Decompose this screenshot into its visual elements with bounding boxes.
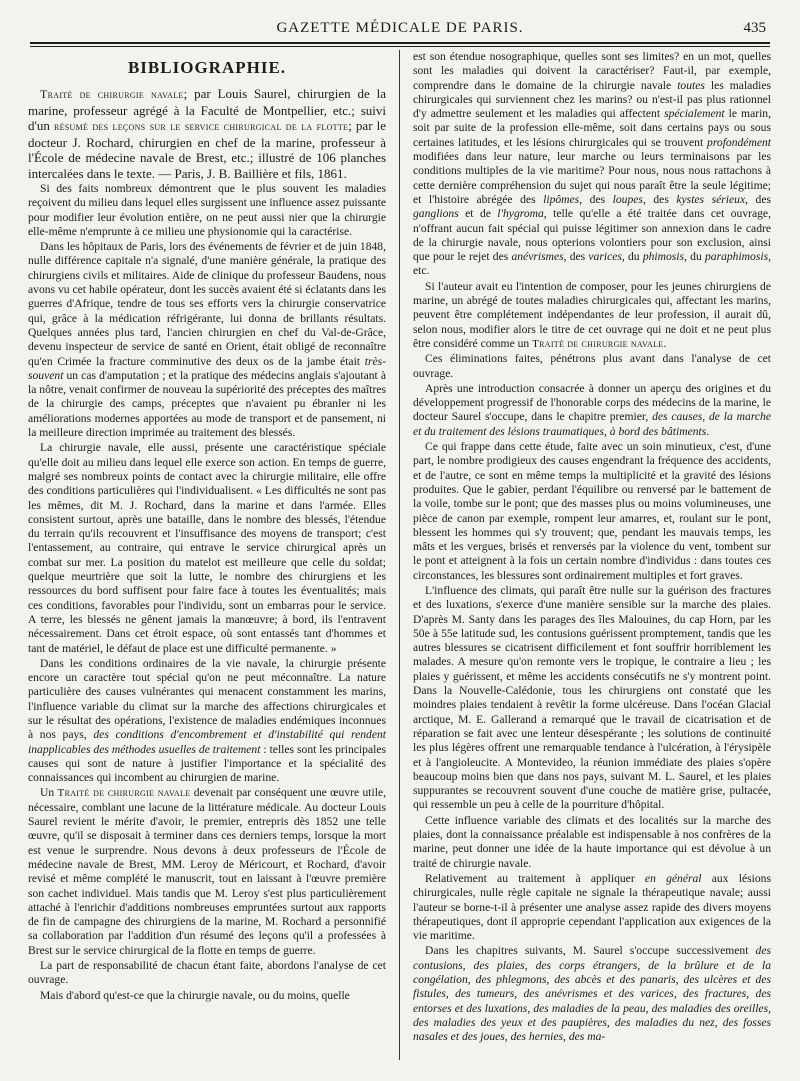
header-rule-thin: [30, 46, 770, 47]
italic-text: ganglions: [413, 207, 459, 221]
italic-text: lipômes: [543, 192, 580, 206]
text-run: Ces éliminations faites, pénétrons plus avant dans l'analyse de cet ouvrage.: [413, 352, 771, 380]
italic-text: paraphimosis: [704, 250, 769, 264]
text-run: ; par Louis Saurel, chirurgien de la marine, professeur agrégé à la Faculté de Montpellier, etc.; suivi d'un: [28, 86, 386, 133]
paragraph: [413, 382, 771, 439]
text-run: Un: [40, 786, 58, 800]
text-run: modifiées dans leur nature, leur marche ou leurs terminaisons par les conditions multiples de la vie maritime? Pour nous, nous nous rattachons à cette dernière compréhension du sujet qui nous paraît être la seule légitime; et l'histoire abrégée des: [413, 150, 771, 206]
text-run: La part de responsabilité de chacun étant faite, abordons l'analyse de cet ouvrage.: [28, 959, 386, 987]
small-caps-text: Traité de chirurgie navale: [40, 87, 184, 101]
italic-text: kystes sérieux: [676, 192, 746, 206]
small-caps-text: résumé des leçons sur le service chirurgical de la flotte: [53, 119, 349, 133]
italic-text: phimosis: [642, 250, 685, 264]
paragraph: [28, 989, 386, 1003]
text-run: est son étendue nosographique, quelles sont ses limites? en un mot, quelles sont les maladies qui doivent la caractériser? Faut-il, par exemple, comprendre dans le domaine de la chirurgie navale: [413, 50, 771, 92]
italic-text: spécialement: [664, 107, 725, 121]
text-run: Dans les hôpitaux de Paris, lors des événements de février et de juin 1848, nulle différence capitale n'a signalé, d'une manière générale, la pratique des chirurgiens civils et militaires. Aide de clinique du professeur Baudens, nous avons vu cet habile opérateur, dont les succès avaient été si éclatants dans les guerres d'Afrique, tendre de tous ses efforts vers la chirurgie conservatrice qui, grâce à la médication réfrigérante, lui donna de brillants résultats. Quelques années plus tard, l'ancien chirurgien en chef du Val-de-Grâce, devenu inspecteur de service de santé en Orient, était obligé de reconnaître qu'en Crimée la fracture comminutive des deux os de la jambe était: [28, 240, 386, 368]
italic-text: des contusions, des plaies, des corps étrangers, de la brûlure et de la congélation, des phlegmons, des abcès et des panaris, des ulcères et des fistules, des tumeurs, des anévrismes et des varices, des fractures, des entorses et des luxations, des maladies de la peau, des maladies des oreilles, des maladies des yeux et des paupières, des maladies du nez, des fosses nasales et des joues, des hernies, des ma-: [413, 944, 771, 1044]
column-divider: [399, 50, 400, 1060]
book-citation: [28, 86, 386, 181]
paragraph: [413, 50, 771, 279]
italic-text: des conditions d'encombrement et d'instabilité qui rendent inapplicables des méthodes usuelles de traitement: [28, 728, 386, 756]
paragraph: [413, 872, 771, 943]
italic-text: l'hygroma: [497, 207, 544, 221]
header-rule-thick: [30, 42, 770, 44]
paragraph: [28, 240, 386, 440]
text-run: Après une introduction consacrée à donner un aperçu des origines et du développement progressif de l'honorable corps des médecins de la marine, le docteur Saurel s'occupe, dans le chapitre premier,: [413, 381, 771, 424]
paragraph: [413, 944, 771, 1044]
text-run: Dans les conditions ordinaires de la vie navale, la chirurgie présente encore un caractère tout spécial qu'on ne peut méconnaître. La nature particulière des causes vulnérantes qui menacent constamment les marins, l'influence variable du climat sur la marche des affections chirurgicales et sur le résultat des opérations, l'existence de maladies endémiques inconnues à nos pays,: [28, 656, 386, 742]
small-caps-text: Traité de chirurgie navale: [532, 337, 664, 350]
paragraph: [28, 959, 386, 988]
paragraph: [413, 280, 771, 351]
text-run: Si des faits nombreux démontrent que le plus souvent les maladies reçoivent du milieu dans lequel elles surgissent une influence assez puissante pour modifier leur évolution entière, on ne peut aussi nier que la chirurgie elle-même n'emprunte à ce milieu une physionomie qui la caractérise.: [28, 182, 386, 238]
paragraph: [413, 352, 771, 381]
text-run: un cas d'amputation ; et la pratique des médecins anglais s'ajoutant à la nôtre, venait confirmer de nouveau la supériorité des préceptes des maîtres de la chirurgie des camps, préceptes que n'avaient pu ébranler ni les améliorations modernes apportées au mode de transport et de pansement, ni la meilleure direction imprimée au traitement des blessés.: [28, 368, 386, 440]
paragraph: [28, 657, 386, 786]
text-run: le marin, soit par suite de la profession elle-même, soit dans certains pays ou sous certaines latitudes, et les lésions chirurgicales qui se trouvent: [413, 107, 771, 149]
section-title: BIBLIOGRAPHIE.: [127, 58, 287, 77]
text-run: : telles sont les principales causes qui sont de nature à justifier l'importance et la spécialité des connaissances qui incombent au chirurgien de marine.: [28, 742, 386, 785]
text-run: devenait par conséquent une œuvre utile, nécessaire, comblant une lacune de la littérature médicale. Au docteur Louis Saurel revient le mérite d'avoir, le premier, entrepris dès 1852 une telle œuvre, qu'il se disposait à terminer dans ces derniers temps, lorsque la mort est venue le surprendre. Nous devons à deux professeurs de l'École de médecine navale de Brest, MM. Leroy de Méricourt, et Rochard, d'avoir revisé et même complété le manuscrit, tout en laissant à l'œuvre première son cachet individuel. Mais tandis que M. Leroy s'est plus particulièrement attaché à l'enrichir d'additions nombreuses empruntées surtout aux rapports de fin de campagne des chirurgiens de la marine, M. Rochard a personnifié sa collaboration par l'addition d'un résumé des leçons qu'il a professées à Brest sur le service chirurgical de la flotte en temps de guerre.: [28, 786, 386, 957]
text-run: Mais d'abord qu'est-ce que la chirurgie navale, ou du moins, quelle: [40, 988, 350, 1002]
text-run: , des: [579, 192, 613, 206]
text-run: Dans les chapitres suivants, M. Saurel s'occupe successivement: [425, 944, 756, 958]
italic-text: loupes: [612, 192, 643, 206]
left-column-body: [28, 182, 386, 1003]
italic-text: en général: [644, 871, 702, 885]
text-run: aux lésions chirurgicales, nulle règle capitale ne signale la thérapeutique navale; aussi l'auteur se borne-t-il à présenter une analyse assez rapide des divers moyens thérapeutiques, dont il approprie cependant l'application aux exigences de la vie maritime.: [413, 871, 771, 943]
text-run: , etc.: [413, 250, 772, 278]
text-run: Si l'auteur avait eu l'intention de composer, pour les jeunes chirurgiens de marine, un abrégé de toutes maladies chirurgicales qui, affectant les marins, peuvent être complétement indépendantes de leur profession, il aurait dû, selon nous, modifier alors le titre de cet ouvrage qui ne doit et ne peut plus être considéré comme un: [413, 279, 771, 350]
page-number: 435: [743, 20, 766, 36]
text-run: .: [706, 424, 710, 438]
italic-text: des causes, de la marche et du traitement des lésions traumatiques, à bord des bâtiments: [413, 410, 772, 438]
text-run: L'influence des climats, qui paraît être nulle sur la guérison des fractures et des luxations, s'exerce d'une manière sensible sur la marche des plaies. D'après M. Santy dans les parages des îles Malouines, du cap Horn, par les 50e à 55e latitude sud, les contusions guérissent promptement, tandis que les autres blessures se cicatrisent difficilement et font souffrir horriblement les malades. A mesure qu'on remonte vers le tropique, le contraire a lieu ; les plaies y guérissent, et même les accidents consécutifs ne s'y montrent point. Dans la Nouvelle-Calédonie, tous les chirurgiens ont constaté que les moindres plaies tendaient à revêtir la forme ulcéreuse. Dans l'océan Glacial arctique, M. E. Gallerand a remarqué que le travail de cicatrisation et de réparation se fait avec une lenteur désespérante ; les solutions de continuité les plus légères offrent une remarquable tendance à l'ulcération, à l'érysipèle et à l'angioleucite. A Montevideo, la réunion immédiate des plaies s'opère beaucoup moins bien que dans nos pays, suivant M. L. Saurel, et les plaies suppurantes se recouvrent souvent d'une couche de matière grise, pultacée, qui ressemble un peu à celle de la pourriture d'hôpital.: [413, 583, 771, 812]
paragraph: [28, 182, 386, 239]
journal-title: GAZETTE MÉDICALE DE PARIS.: [276, 20, 524, 36]
text-run: La chirurgie navale, elle aussi, présente une caractéristique spéciale qu'elle doit au milieu dans lequel elle exerce son action. En temps de guerre, malgré ses nombreux points de contact avec la chirurgie militaire, elle offre des conditions particulières qui l'individualisent. « Les difficultés ne sont pas les mêmes, dit M. J. Rochard, dans la marine et dans l'armée. Elles consistent surtout, après une bataille, dans le nombre des blessés, l'étendue du terrain qu'ils recouvrent et l'insuffisance des moyens de transport; c'est l'entassement, au contraire, qui entrave le service chirurgical après un combat sur mer. La position du matelot est meilleure que celle du soldat; quelque meurtrière que soit la lutte, le nombre des chirurgiens et les ressources du bord suffisent pour faire face à toutes les éventualités; mais ces conditions, favorables pour l'individu, sont un embarras pour le service. A terre, les blessés ne gênent jamais la manœuvre; à bord, ils l'entravent nécessairement. Dans cet étroit espace, où sont entassés tant d'hommes et tant de matériel, le défaut de place est une difficulté permanente. »: [28, 441, 386, 655]
right-column: [413, 50, 771, 1045]
paragraph: [413, 814, 771, 871]
text-run: , des: [745, 192, 772, 206]
italic-text: anévrismes: [511, 250, 564, 264]
paragraph: [28, 786, 386, 958]
text-run: Relativement au traitement à appliquer: [425, 871, 645, 885]
text-run: et de: [458, 207, 498, 221]
text-run: .: [663, 336, 667, 350]
italic-text: très-souvent: [28, 354, 386, 382]
running-header: [30, 18, 770, 42]
right-column-body: [413, 50, 771, 1044]
paragraph: [413, 440, 771, 583]
left-column: [28, 50, 386, 1004]
small-caps-text: Traité de chirurgie navale: [57, 787, 191, 800]
text-run: , des: [563, 250, 589, 264]
italic-text: toutes: [677, 78, 705, 92]
italic-text: profondément: [707, 135, 771, 149]
text-run: ; par le docteur J. Rochard, chirurgien en chef de la marine, professeur à l'École de médecine navale de Brest, etc.; illustré de 106 planches intercalées dans le texte. — Paris, J. B. Baillière et fils, 1861.: [28, 118, 387, 181]
text-run: , du: [621, 250, 643, 264]
text-run: , telle qu'elle a été traitée dans cet ouvrage, n'offrant aucun fait spécial qui puisse légitimer son annexion dans le cadre de la chirurgie navale, nous opterions volontiers pour son exclusion, ainsi que pour le rejet des: [413, 207, 771, 264]
text-run: Cette influence variable des climats et des localités sur la marche des plaies, dont la connaissance préalable est indispensable à nos confrères de la marine, peut donner une idée de la haute importance qui est dévolue à un traité de chirurgie navale.: [413, 813, 771, 870]
paragraph: [28, 441, 386, 655]
text-run: les maladies chirurgicales qui surviennent chez les marins? ou n'est-il pas plus rationnel d'y admettre seulement et les maladies qui affectent: [413, 78, 771, 121]
italic-text: varices: [588, 250, 622, 264]
text-run: , des: [642, 192, 677, 206]
text-run: , du: [684, 250, 705, 264]
text-run: Ce qui frappe dans cette étude, faite avec un soin minutieux, c'est, d'une part, le nombre prodigieux des causes engendrant la fréquence des accidents, et de l'autre, ce sont en même temps la multiplicité et la gravité des lésions produites. Que le gabier, perdant l'équilibre ou renversé par le battement de la voile, tombe sur le pont; que des masses plus ou moins volumineuses, une pièce de canon par exemple, rompent leur amarres, et, roulant sur le pont, blessent les hommes qui s'y trouvent; que, pendant les mauvais temps, les mâts et les vergues, brisés et renversés par la violence du vent, tombent sur le pont et atteignent à la fois un certain nombre d'individus : dans toutes ces circonstances, les blessures sont ordinairement multiples et fort graves.: [413, 440, 771, 582]
paragraph: [413, 584, 771, 813]
